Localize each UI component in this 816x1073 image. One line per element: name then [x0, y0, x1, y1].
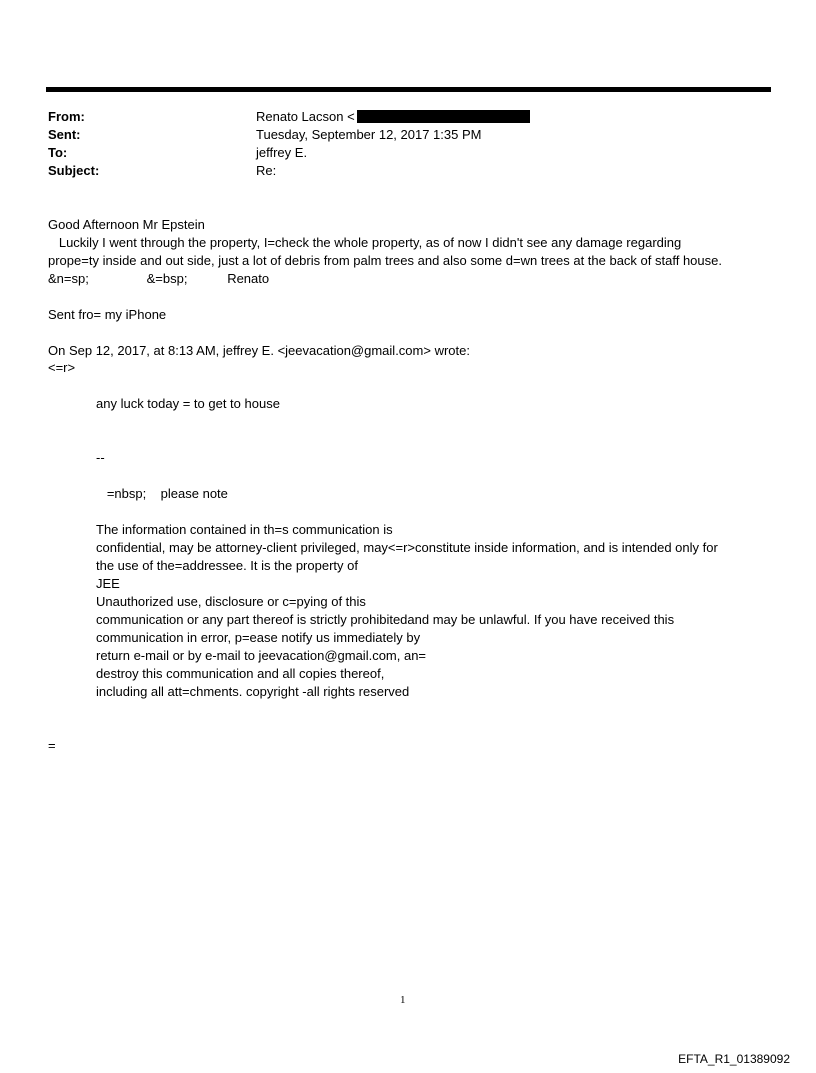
from-value: [256, 108, 530, 126]
disclaimer-line: Unauthorized use, disclosure or c=pying of this: [96, 594, 366, 609]
disclaimer-line: the use of the=addressee. It is the property of: [96, 558, 358, 573]
quoted-note: =nbsp; please note: [96, 486, 228, 501]
disclaimer-line: confidential, may be attorney-client privileged, may<=r>constitute inside information, and is intended only for: [96, 540, 718, 555]
from-label: From:: [48, 109, 85, 124]
quote-marker: <=r>: [48, 360, 76, 375]
disclaimer-line: communication or any part thereof is strictly prohibitedand may be unlawful. If you have received this: [96, 612, 675, 627]
header-rule: [46, 87, 771, 92]
from-name: Renato Lacson <: [256, 109, 355, 124]
greeting: Good Afternoon Mr Epstein: [48, 217, 205, 232]
message-line-1: Luckily I went through the property, I=check the whole property, as of now I didn't see any damage regarding: [48, 235, 682, 250]
subject-value: Re:: [256, 163, 277, 178]
disclaimer-line: including all att=chments. copyright -all rights reserved: [96, 684, 410, 699]
quoted-text: any luck today = to get to house: [96, 396, 280, 411]
sent-label: Sent:: [48, 127, 81, 142]
document-id: EFTA_R1_01389092: [678, 1052, 790, 1066]
to-label: To:: [48, 145, 68, 160]
message-line-2: prope=ty inside and out side, just a lot of debris from palm trees and also some d=wn trees at the back of staff house.: [48, 253, 722, 268]
to-value: jeffrey E.: [256, 145, 308, 160]
message-line-3: &n=sp; &=bsp; Renato: [48, 271, 270, 286]
disclaimer-line: communication in error, p=ease notify us immediately by: [96, 630, 421, 645]
subject-label: Subject:: [48, 163, 100, 178]
signature: Sent fro= my iPhone: [48, 307, 167, 322]
disclaimer-line: The information contained in th=s communication is: [96, 522, 393, 537]
disclaimer-line: destroy this communication and all copies thereof,: [96, 666, 385, 681]
quoted-separator: --: [96, 450, 105, 465]
sent-value: Tuesday, September 12, 2017 1:35 PM: [256, 127, 482, 142]
redaction-box: [357, 110, 530, 123]
disclaimer-line: return e-mail or by e-mail to jeevacation@gmail.com, an=: [96, 648, 427, 663]
quote-header: On Sep 12, 2017, at 8:13 AM, jeffrey E. <jeevacation@gmail.com> wrote:: [48, 343, 470, 358]
trailing-mark: =: [48, 738, 56, 753]
page-number: 1: [400, 994, 406, 1006]
disclaimer-line: JEE: [96, 576, 120, 591]
